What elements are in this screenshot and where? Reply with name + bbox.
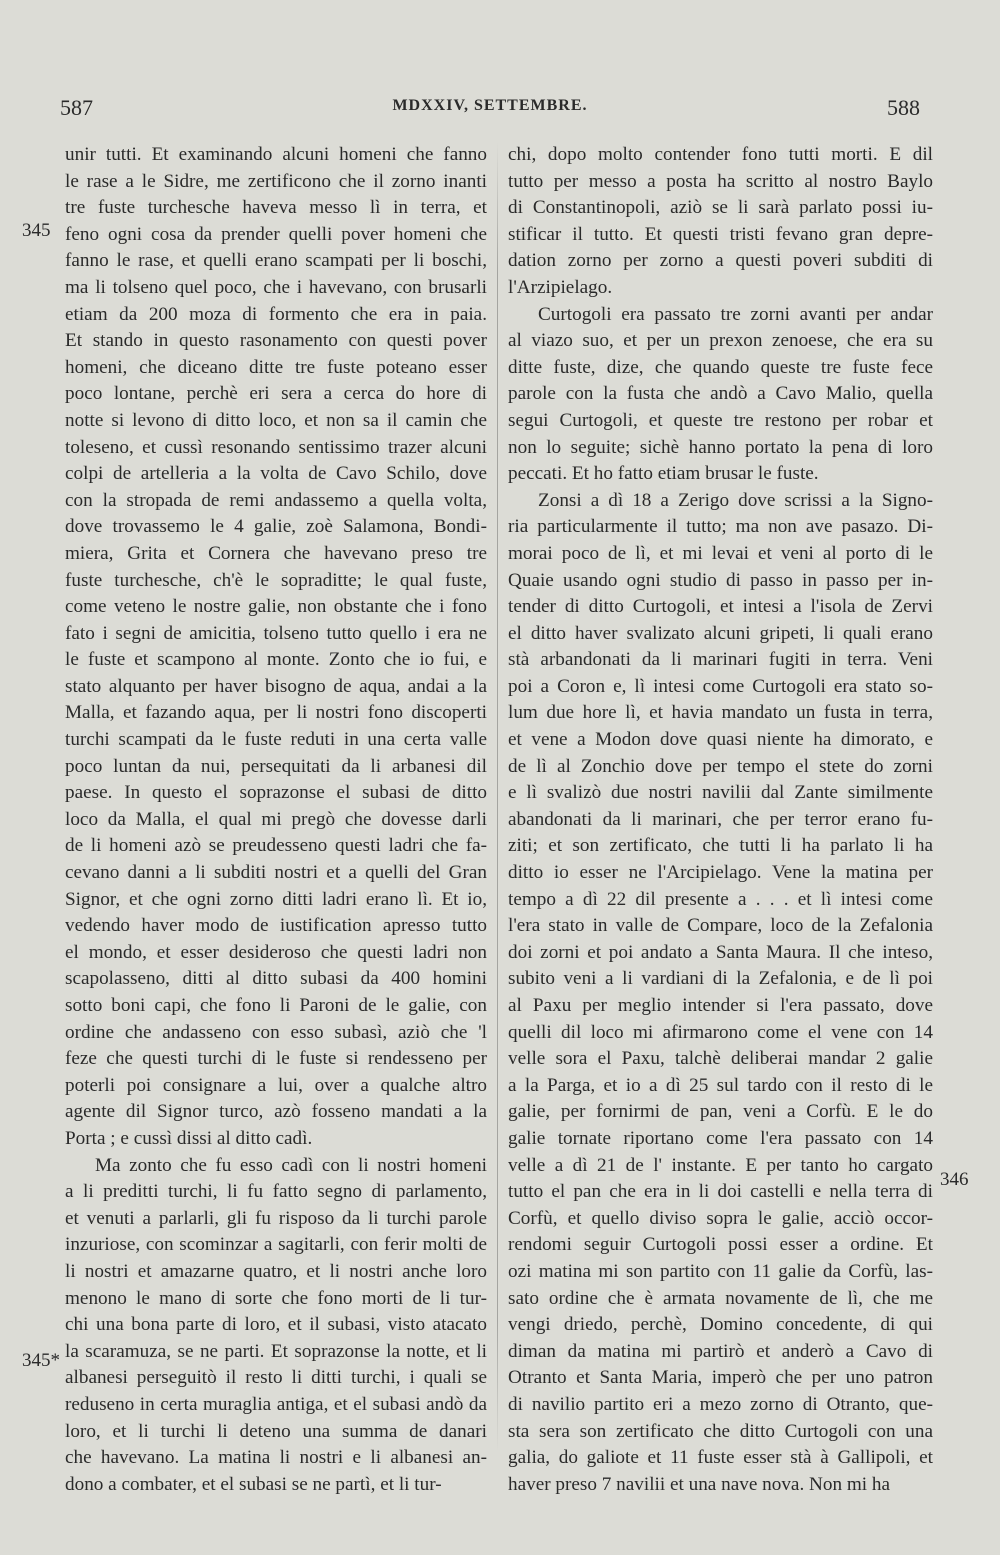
text-line: scapolasseno, ditti al ditto subasi da 400 homini [65,968,487,990]
text-line: stato alquanto per haver bisogno de aqua, andai a la [65,675,487,697]
text-line: Otranto et Santa Maria, imperò che per uno patron [508,1367,933,1389]
text-line: Corfù, et quello diviso sopra le galie, acciò occor- [508,1207,933,1229]
text-line: et venuti a parlarli, gli fu risposo da li turchi parole [65,1207,487,1229]
text-line: sta sera son zertificato che ditto Curtogoli con una [508,1420,933,1442]
text-line: doi zorni et poi andato a Santa Maura. Il che inteso, [508,941,933,963]
text-line: Signor, et che ogni zorno ditti ladri erano lì. Et io, [65,888,487,910]
text-line: ordine che andasseno con esso subasì, aziò che 'l [65,1021,487,1043]
text-line: colpi de artelleria a la volta de Cavo Schilo, dove [65,463,487,485]
text-line: ria particularmente il tutto; ma non ave pasazo. Di- [508,516,933,538]
text-line: rendomi seguir Curtogoli possi esser a ordine. Et [508,1234,933,1256]
text-line: sotto boni capi, che fono li Paroni de le galie, con [65,995,487,1016]
text-line: ozi matina mi son partito con 11 galie da Corfù, las- [508,1260,933,1282]
text-line: non lo seguite; sichè hanno portato la pena di loro [508,436,933,458]
text-line: parole con la fusta che andò a Cavo Malio, quella [508,383,933,405]
text-line: cevano danni a li subditi nostri et a quelli del Gran [65,862,487,884]
margin-number-right-1: 346 [940,1169,969,1190]
text-line: poi a Coron e, lì intesi come Curtogoli era stato so- [508,675,933,697]
text-line: vengi driedo, perchè, Domino concedente, di qui [508,1314,933,1336]
text-line: di Constantinopoli, aziò se li sarà parlato possi iu- [508,197,933,219]
page-number-right: 588 [887,95,920,120]
text-line: etiam da 200 moza di formento che era in paia. [65,303,487,325]
text-line: Malla, et fazando aqua, per li nostri fono discoperti [65,702,487,724]
text-line: le fuste et scampono al monte. Zonto che io fui, e [65,649,487,671]
text-line: li nostri et amazarne quatro, et li nostri anche loro [65,1260,487,1282]
text-line: homeni, che diceano ditte tre fuste poteano esser [65,356,487,378]
text-line: galie, per fornirmi de pan, veni a Corfù. E le do [508,1101,933,1123]
page-header [60,95,920,125]
text-line: abandonati da li marinari, che per terror erano fu- [508,808,933,830]
text-line: reduseno in certa muraglia antiga, et el subasi andò da [65,1393,487,1415]
text-line: tutto el pan che era in li doi castelli e nella terra di [508,1181,933,1203]
text-line: haver preso 7 navilii et una nave nova. Non mi ha [508,1473,891,1495]
text-line: notte si levono di ditto loco, et non sa il camin che [65,409,487,431]
text-line: dono a combater, et el subasi se ne partì, et li tur- [65,1473,442,1495]
text-line: morai poco de lì, et mi levai et veni al porto di le [508,542,933,564]
text-line: el ditto haver svalizato alcuni gripeti, li quali erano [508,622,933,644]
text-line: dove trovassemo le 4 galie, zoè Salamona, Bondi- [65,516,487,538]
text-line: tutto per messo a posta ha scritto al nostro Baylo [508,170,933,192]
text-line: de li homeni azò se preudesseno questi ladri che fa- [65,835,487,857]
text-line: a li preditti turchi, li fu fatto segno di parlamento, [65,1181,487,1203]
text-line: loco da Malla, el qual mi pregò che dovesse darli [65,808,487,830]
text-line: tre fuste turchesche haveva messo lì in terra, et [65,197,487,219]
text-line: l'era stato in valle de Compare, loco de la Zefalonia [508,915,933,937]
text-line: stà arbandonati da li marinari fugiti in terra. Veni [508,649,933,671]
text-line: paese. In questo el soprazonse el subasi de ditto [65,782,487,804]
text-line: galie tornate riportano come l'era passato con 14 [508,1127,933,1149]
text-line: fanno le rase, et quelli erano scampati per li boschi, [65,250,487,272]
running-title: MDXXIV, SETTEMBRE. [392,97,588,114]
text-line: e lì svalizò due nostri navilii dal Zante similmente [508,782,933,804]
text-line: l'Arzipielago. [508,276,613,298]
text-line: et vene a Modon dove quasi niente ha dimorato, e [508,729,933,751]
column-divider [497,142,498,1452]
text-line: Porta ; e cussì dissi al ditto cadì. [65,1127,313,1149]
text-line: ma li tolseno quel poco, che i havevano, con brusarli [65,276,487,298]
text-line: la scaramuza, se ne parti. Et soprazonse la notte, et li [65,1340,487,1362]
text-line: poco lontane, perchè eri sera a cerca do hore di [65,383,487,405]
text-line: peccati. Et ho fatto etiam brusar le fuste. [508,463,819,485]
text-line: segui Curtogoli, et queste tre restono per robar et [508,409,933,431]
text-line: velle a dì 21 de l' instante. E per tanto ho cargato [508,1154,933,1176]
text-line: Quaie usando ogni studio di passo in passo per in- [508,569,933,591]
text-line: sato ordine che è armata novamente de lì, che me [508,1287,933,1309]
text-line: al viazo suo, et per un prexon zenoese, che era su [508,330,933,352]
text-line: velle sora el Paxu, talchè deliberai mandar 2 galie [508,1048,933,1070]
text-line: diman da matina mi partirò et anderò a Cavo di [508,1340,933,1362]
text-line: turchi scampati da le fuste reduti in una certa valle [65,729,487,751]
text-line: el mondo, et esser desideroso che questi ladri non [65,941,487,963]
text-line: chi, dopo molto contender fono tutti morti. E dil [508,144,933,165]
text-line: Curtogoli era passato tre zorni avanti per andar [538,303,933,325]
text-line: Ma zonto che fu esso cadì con li nostri homeni [95,1154,487,1176]
text-line: menono le mano di sorte che fono morti de li tur- [65,1287,487,1309]
text-line: poco luntan da nui, persequitati da li arbanesi dil [65,755,487,777]
text-line: Zonsi a dì 18 a Zerigo dove scrissi a la Signo- [538,489,933,511]
text-line: ziti; et son zertificato, che tutti li ha parlato li ha [508,835,933,857]
text-line: lum due hore lì, et havia mandato un fusta in terra, [508,702,933,724]
text-line: unir tutti. Et examinando alcuni homeni che fanno [65,144,487,165]
text-line: a la Parga, et io a dì 25 sul tardo con il resto di le [508,1074,933,1096]
text-line: fato i segni de amicitia, tolseno tutto quello i era ne [65,622,487,644]
text-line: tempo a dì 22 dil presente a . . . et lì intesi come [508,888,933,910]
text-line: con la stropada de remi andassemo a quella volta, [65,489,487,511]
text-line: vedendo haver modo de iustification apresso tutto [65,915,487,937]
text-line: de lì al Zonchio dove per tempo el stete do zorni [508,755,933,777]
text-line: che havevano. La matina li nostri e li albanesi an- [65,1447,487,1469]
text-line: miera, Grita et Cornera che havevano preso tre [65,542,487,564]
text-line: al Paxu per meglio intender si l'era passato, dove [508,995,933,1016]
text-line: galia, do galiote et 11 fuste esser stà à Gallipoli, et [508,1447,933,1469]
margin-number-left-2: 345* [22,1350,60,1371]
text-line: quelli dil loco mi afirmarono come el vene con 14 [508,1021,933,1043]
margin-number-left-1: 345 [22,220,51,241]
page-number-left: 587 [60,95,93,120]
text-line: fuste turchesche, ch'è le sopraditte; le qual fuste, [65,569,487,591]
text-line: ditte fuste, dize, che quando queste tre fuste fece [508,356,933,378]
right-text-column [508,142,933,1498]
text-line: feno ogni cosa da prender quelli pover homeni che [65,223,487,245]
text-line: dation zorno per zorno a questi poveri subditi di [508,250,933,272]
text-line: chi una bona parte di loro, et il subasi, visto atacato [65,1314,487,1336]
left-text-column [65,142,487,1498]
text-line: inzuriose, con scominzar a sagitarli, con ferir molti de [65,1234,487,1256]
text-line: albanesi perseguitò il resto li ditti turchi, i quali se [65,1367,487,1389]
text-line: tender di ditto Curtogoli, et intesi a l'isola de Zervi [508,596,933,618]
text-line: agente dil Signor turco, azò fosseno mandati a la [65,1101,487,1123]
text-line: ditto io esser ne l'Arcipielago. Vene la matina per [508,862,933,884]
text-line: poterli poi consignare a lui, over a qualche altro [65,1074,487,1096]
text-line: come veteno le nostre galie, non obstante che i fono [65,596,487,618]
text-line: subito veni a li vardiani di la Zefalonia, e de lì poi [508,968,933,990]
text-line: toleseno, et cussì resonando sentissimo trazer alcuni [65,436,487,458]
text-line: Et stando in questo rasonamento con questi pover [65,330,487,352]
text-line: le rase a le Sidre, me zertificono che il zorno inanti [65,170,487,192]
text-line: di navilio partito eri a mezo zorno di Otranto, que- [508,1393,933,1415]
text-line: feze che questi turchi di le fuste si rendesseno per [65,1048,487,1070]
text-line: stificar il tutto. Et questi tristi fevano gran depre- [508,223,933,245]
text-line: loro, et li turchi li deteno una summa de danari [65,1420,487,1442]
